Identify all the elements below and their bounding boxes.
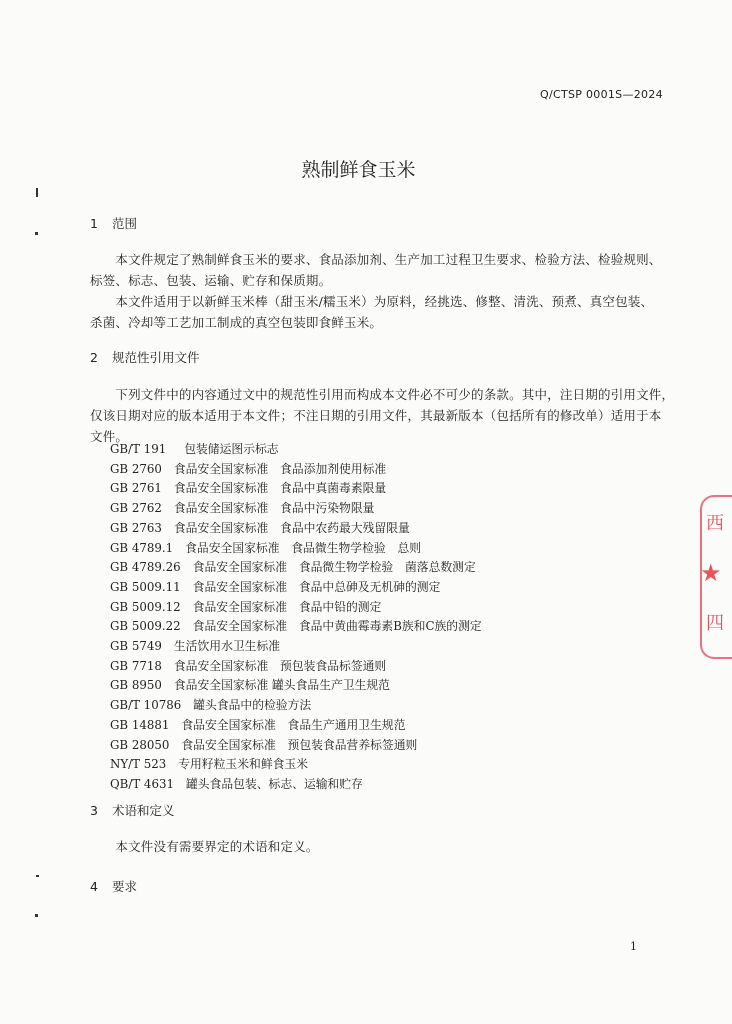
reference-code: NY/T 523 [110,757,167,772]
reference-code: GB 2760 [110,461,162,476]
reference-code: GB 5009.11 [110,579,181,594]
seal-star-icon: ★ [700,559,722,587]
reference-item [110,736,482,756]
section-heading-1 [90,214,137,232]
reference-code: GB 2763 [110,520,162,535]
text-line: 本文件没有需要界定的术语和定义。 [90,839,319,854]
reference-name: 食品安全国家标准 食品中黄曲霉毒素B族和C族的测定 [192,619,482,634]
binding-mark [35,232,38,235]
text-line: 仅该日期对应的版本适用于本文件；不注日期的引用文件，其最新版本（包括所有的修改单）适用于本 [90,408,662,423]
reference-item [110,775,482,795]
reference-item [110,755,482,775]
reference-code: GB 8950 [110,678,162,693]
reference-name: 食品安全国家标准 罐头食品生产卫生规范 [173,678,390,693]
seal-char: 四 [706,613,724,634]
reference-item [110,716,482,736]
reference-name: 包装储运图示标志 [184,442,279,456]
reference-code: GB/T 10786 [110,698,182,713]
reference-code: QB/T 4631 [110,776,174,791]
reference-item [110,460,482,480]
reference-item [110,479,482,499]
reference-name: 罐头食品中的检验方法 [193,698,312,713]
scope-paragraph-1 [90,249,662,291]
reference-code: GB 5749 [110,639,162,654]
reference-item [110,657,482,677]
binding-mark [36,188,38,197]
text-line: 下列文件中的内容通过文中的规范性引用而构成本文件必不可少的条款。其中，注日期的引用文件， [90,387,675,402]
terms-paragraph [90,836,319,857]
reference-code: GB 5009.12 [110,599,181,614]
text-line: 标签、标志、包装、运输、贮存和保质期。 [90,273,332,288]
section-heading-3 [90,801,175,819]
text-line: 杀菌、冷却等工艺加工制成的真空包装即食鲜玉米。 [90,315,383,330]
section-title: 范围 [111,216,137,231]
seal-char: 西 [706,513,724,534]
reference-name: 食品安全国家标准 食品添加剂使用标准 [173,461,387,476]
reference-item [110,696,482,716]
reference-code: GB 14881 [110,717,170,732]
binding-mark [35,914,38,917]
section-number: 1 [90,216,98,231]
reference-name: 专用籽粒玉米和鲜食玉米 [178,757,309,772]
reference-item [110,558,482,578]
reference-name: 食品安全国家标准 食品中总砷及无机砷的测定 [192,579,441,594]
section-title: 规范性引用文件 [111,350,200,365]
reference-item [110,519,482,539]
reference-name: 食品安全国家标准 食品微生物学检验 菌落总数测定 [192,560,476,575]
reference-code: GB 2762 [110,501,162,516]
reference-code: GB 4789.26 [110,560,181,575]
reference-item [110,499,482,519]
reference-name: 食品安全国家标准 预包装食品标签通则 [173,658,387,673]
references-intro-paragraph [90,384,674,447]
reference-code: GB 28050 [110,737,170,752]
reference-name: 食品安全国家标准 食品中污染物限量 [173,501,375,516]
section-title: 术语和定义 [111,803,175,818]
reference-code: GB 5009.22 [110,619,181,634]
company-seal-stamp [700,495,732,659]
reference-name: 食品安全国家标准 食品生产通用卫生规范 [181,717,406,732]
document-code: Q/CTSP 0001S—2024 [540,88,663,101]
reference-name: 食品安全国家标准 食品中农药最大残留限量 [173,520,410,535]
reference-item [110,539,482,559]
reference-item [110,617,482,637]
section-heading-4 [90,877,137,895]
reference-item [110,578,482,598]
section-number: 3 [90,803,98,818]
binding-mark [36,875,39,877]
reference-name: 食品安全国家标准 食品微生物学检验 总则 [185,540,422,555]
reference-name: 食品安全国家标准 预包装食品营养标签通则 [181,737,418,752]
document-title: 熟制鲜食玉米 [301,159,416,181]
reference-name: 生活饮用水卫生标准 [173,639,281,654]
reference-code: GB 7718 [110,658,162,673]
reference-item [110,676,482,696]
text-line: 本文件规定了熟制鲜食玉米的要求、食品添加剂、生产加工过程卫生要求、检验方法、检验规则、 [90,252,662,267]
scope-paragraph-2 [90,291,653,333]
reference-item [110,637,482,657]
reference-name: 罐头食品包装、标志、运输和贮存 [185,776,363,791]
section-number: 4 [90,879,98,894]
section-number: 2 [90,350,98,365]
reference-item [110,598,482,618]
reference-code: GB/T 191 [110,442,167,456]
reference-code: GB 4789.1 [110,540,174,555]
reference-name: 食品安全国家标准 食品中铅的测定 [192,599,382,614]
text-line: 本文件适用于以新鲜玉米棒（甜玉米/糯玉米）为原料，经挑选、修整、清洗、预煮、真空包装、 [90,294,654,309]
reference-item [110,440,482,460]
reference-list [110,440,482,795]
section-heading-2 [90,348,200,366]
text-line: 文件。 [90,429,129,444]
section-title: 要求 [111,879,137,894]
reference-name: 食品安全国家标准 食品中真菌毒素限量 [173,481,387,496]
page-number: 1 [630,940,637,953]
reference-code: GB 2761 [110,481,162,496]
